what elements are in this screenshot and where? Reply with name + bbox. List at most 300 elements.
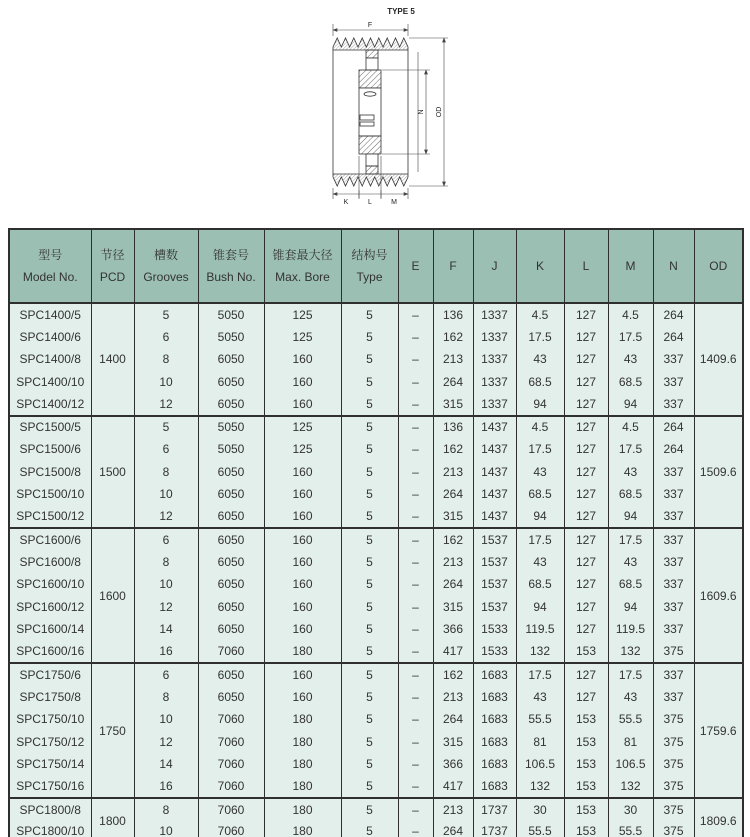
cell-value: 417 bbox=[433, 776, 473, 799]
cell-value: – bbox=[398, 753, 433, 776]
cell-value: 1337 bbox=[473, 393, 516, 416]
cell-value: 337 bbox=[653, 461, 694, 484]
cell-value: 4.5 bbox=[516, 416, 564, 439]
cell-value: 5 bbox=[341, 416, 398, 439]
cell-value: 7060 bbox=[198, 821, 264, 837]
cell-model: SPC1600/14 bbox=[9, 618, 91, 641]
cell-value: 5 bbox=[134, 303, 198, 326]
cell-value: 132 bbox=[608, 776, 653, 799]
cell-value: 5 bbox=[341, 393, 398, 416]
cell-value: 213 bbox=[433, 348, 473, 371]
col-header-bore: 锥套最大径 Max. Bore bbox=[264, 229, 341, 303]
dim-F-label: F bbox=[367, 22, 373, 29]
cell-value: 127 bbox=[564, 551, 608, 574]
cell-value: 127 bbox=[564, 348, 608, 371]
cell-value: – bbox=[398, 686, 433, 709]
cell-value: 106.5 bbox=[516, 753, 564, 776]
cell-model: SPC1800/8 bbox=[9, 798, 91, 821]
cell-value: 12 bbox=[134, 506, 198, 529]
cell-value: 6050 bbox=[198, 573, 264, 596]
cell-value: 1437 bbox=[473, 461, 516, 484]
table-row bbox=[9, 303, 743, 326]
cell-value: 8 bbox=[134, 348, 198, 371]
cell-value: 337 bbox=[653, 506, 694, 529]
cell-value: 1537 bbox=[473, 551, 516, 574]
cell-value: 43 bbox=[516, 551, 564, 574]
cell-value: 94 bbox=[608, 596, 653, 619]
cell-value: 5050 bbox=[198, 416, 264, 439]
cell-value: 375 bbox=[653, 708, 694, 731]
table-row bbox=[9, 528, 743, 551]
cell-value: 5 bbox=[341, 371, 398, 394]
cell-value: – bbox=[398, 348, 433, 371]
cell-value: 160 bbox=[264, 551, 341, 574]
cell-value: 127 bbox=[564, 483, 608, 506]
col-header-bush: 锥套号 Bush No. bbox=[198, 229, 264, 303]
cell-value: 10 bbox=[134, 483, 198, 506]
cell-model: SPC1400/12 bbox=[9, 393, 91, 416]
cell-value: 17.5 bbox=[608, 326, 653, 349]
cell-value: 5050 bbox=[198, 326, 264, 349]
cell-value: 119.5 bbox=[516, 618, 564, 641]
cell-value: 5050 bbox=[198, 303, 264, 326]
cell-value: 160 bbox=[264, 686, 341, 709]
cell-value: 136 bbox=[433, 303, 473, 326]
cell-value: 162 bbox=[433, 528, 473, 551]
cell-value: 337 bbox=[653, 573, 694, 596]
cell-value: 5 bbox=[341, 596, 398, 619]
cell-value: 106.5 bbox=[608, 753, 653, 776]
cell-value: 264 bbox=[433, 483, 473, 506]
cell-value: 7060 bbox=[198, 753, 264, 776]
cell-value: 1533 bbox=[473, 641, 516, 664]
cell-value: 30 bbox=[608, 798, 653, 821]
dim-M-label: M bbox=[391, 199, 397, 206]
cell-value: 337 bbox=[653, 686, 694, 709]
cell-value: 16 bbox=[134, 776, 198, 799]
cell-value: 6050 bbox=[198, 528, 264, 551]
cell-value: 5 bbox=[341, 686, 398, 709]
cell-model: SPC1600/16 bbox=[9, 641, 91, 664]
cell-value: – bbox=[398, 528, 433, 551]
cell-value: – bbox=[398, 776, 433, 799]
cell-model: SPC1600/6 bbox=[9, 528, 91, 551]
cell-value: 127 bbox=[564, 573, 608, 596]
pulley-section-svg bbox=[298, 2, 498, 220]
cell-value: 68.5 bbox=[516, 573, 564, 596]
cell-value: 1683 bbox=[473, 753, 516, 776]
cell-pcd: 1600 bbox=[91, 528, 134, 663]
cell-pcd: 1800 bbox=[91, 798, 134, 837]
cell-value: 153 bbox=[564, 776, 608, 799]
cell-value: 7060 bbox=[198, 776, 264, 799]
cell-value: 10 bbox=[134, 821, 198, 837]
cell-value: 5 bbox=[341, 731, 398, 754]
table-row bbox=[9, 663, 743, 686]
cell-value: 160 bbox=[264, 371, 341, 394]
cell-model: SPC1500/6 bbox=[9, 438, 91, 461]
cell-value: 1537 bbox=[473, 573, 516, 596]
cell-value: 68.5 bbox=[608, 371, 653, 394]
cell-od: 1759.6 bbox=[694, 663, 743, 798]
cell-value: 5 bbox=[341, 303, 398, 326]
cell-model: SPC1400/6 bbox=[9, 326, 91, 349]
cell-value: 127 bbox=[564, 303, 608, 326]
cell-value: 5 bbox=[341, 348, 398, 371]
cell-model: SPC1400/8 bbox=[9, 348, 91, 371]
cell-value: 132 bbox=[608, 641, 653, 664]
cell-value: 160 bbox=[264, 483, 341, 506]
cell-value: 180 bbox=[264, 708, 341, 731]
cell-value: 1683 bbox=[473, 776, 516, 799]
cell-value: 375 bbox=[653, 641, 694, 664]
cell-value: 375 bbox=[653, 731, 694, 754]
cell-pcd: 1750 bbox=[91, 663, 134, 798]
cell-value: 264 bbox=[653, 326, 694, 349]
cell-value: 180 bbox=[264, 821, 341, 837]
cell-pcd: 1500 bbox=[91, 416, 134, 529]
cell-value: 17.5 bbox=[516, 438, 564, 461]
cell-value: 132 bbox=[516, 641, 564, 664]
table-row bbox=[9, 798, 743, 821]
cell-value: 6050 bbox=[198, 371, 264, 394]
cell-value: 127 bbox=[564, 663, 608, 686]
cell-model: SPC1600/8 bbox=[9, 551, 91, 574]
cell-value: 6 bbox=[134, 438, 198, 461]
cell-value: 1337 bbox=[473, 371, 516, 394]
cell-value: 94 bbox=[608, 393, 653, 416]
cell-value: 1737 bbox=[473, 798, 516, 821]
cell-value: 14 bbox=[134, 618, 198, 641]
cell-value: 160 bbox=[264, 461, 341, 484]
cell-value: 315 bbox=[433, 393, 473, 416]
cell-value: 6050 bbox=[198, 461, 264, 484]
col-header-M: M bbox=[608, 229, 653, 303]
cell-model: SPC1600/10 bbox=[9, 573, 91, 596]
cell-value: 417 bbox=[433, 641, 473, 664]
cell-value: 6 bbox=[134, 663, 198, 686]
dim-L-label: L bbox=[368, 199, 372, 206]
cell-value: 6050 bbox=[198, 686, 264, 709]
cell-value: 6050 bbox=[198, 393, 264, 416]
cell-value: 10 bbox=[134, 708, 198, 731]
cell-value: 17.5 bbox=[516, 326, 564, 349]
cell-value: 337 bbox=[653, 618, 694, 641]
table-header bbox=[9, 229, 743, 303]
col-header-N: N bbox=[653, 229, 694, 303]
cell-value: 160 bbox=[264, 596, 341, 619]
cell-value: – bbox=[398, 393, 433, 416]
cell-value: 264 bbox=[653, 416, 694, 439]
cell-value: 94 bbox=[516, 393, 564, 416]
col-header-K: K bbox=[516, 229, 564, 303]
cell-value: 94 bbox=[516, 596, 564, 619]
cell-value: 1437 bbox=[473, 483, 516, 506]
cell-value: 153 bbox=[564, 798, 608, 821]
cell-value: 337 bbox=[653, 663, 694, 686]
cell-od: 1809.6 bbox=[694, 798, 743, 837]
cell-value: 1337 bbox=[473, 326, 516, 349]
cell-value: 5 bbox=[341, 438, 398, 461]
cell-value: 8 bbox=[134, 551, 198, 574]
cell-model: SPC1400/10 bbox=[9, 371, 91, 394]
cell-value: – bbox=[398, 663, 433, 686]
cell-value: 12 bbox=[134, 393, 198, 416]
cell-od: 1609.6 bbox=[694, 528, 743, 663]
cell-model: SPC1800/10 bbox=[9, 821, 91, 837]
cell-model: SPC1750/10 bbox=[9, 708, 91, 731]
cell-value: 8 bbox=[134, 461, 198, 484]
dim-K-label: K bbox=[343, 199, 349, 206]
cell-value: 17.5 bbox=[608, 663, 653, 686]
cell-value: 366 bbox=[433, 753, 473, 776]
cell-value: 127 bbox=[564, 326, 608, 349]
cell-value: 8 bbox=[134, 798, 198, 821]
cell-value: 1337 bbox=[473, 348, 516, 371]
rim-grooves-bottom bbox=[333, 174, 408, 186]
rim-grooves-top bbox=[333, 38, 408, 50]
cell-value: – bbox=[398, 731, 433, 754]
cell-value: – bbox=[398, 798, 433, 821]
cell-value: 1537 bbox=[473, 528, 516, 551]
pulley-section-diagram bbox=[298, 2, 498, 220]
cell-value: 127 bbox=[564, 416, 608, 439]
cell-value: 315 bbox=[433, 506, 473, 529]
cell-value: 5 bbox=[134, 416, 198, 439]
cell-value: 337 bbox=[653, 596, 694, 619]
cell-value: 127 bbox=[564, 371, 608, 394]
cell-value: 1537 bbox=[473, 596, 516, 619]
cell-value: 6050 bbox=[198, 506, 264, 529]
cell-value: 12 bbox=[134, 596, 198, 619]
cell-model: SPC1400/5 bbox=[9, 303, 91, 326]
cell-value: – bbox=[398, 326, 433, 349]
cell-od: 1409.6 bbox=[694, 303, 743, 416]
cell-value: 264 bbox=[433, 821, 473, 837]
cell-value: 10 bbox=[134, 573, 198, 596]
cell-value: 43 bbox=[608, 461, 653, 484]
col-header-model: 型号 Model No. bbox=[9, 229, 91, 303]
cell-value: 127 bbox=[564, 528, 608, 551]
cell-value: 4.5 bbox=[608, 416, 653, 439]
cell-value: 127 bbox=[564, 461, 608, 484]
cell-value: – bbox=[398, 371, 433, 394]
cell-value: 180 bbox=[264, 798, 341, 821]
cell-value: – bbox=[398, 821, 433, 837]
cell-value: 127 bbox=[564, 438, 608, 461]
diagram-title: TYPE 5 bbox=[387, 7, 415, 16]
cell-value: 1683 bbox=[473, 686, 516, 709]
cell-value: 213 bbox=[433, 551, 473, 574]
cell-value: 68.5 bbox=[608, 483, 653, 506]
cell-value: 264 bbox=[653, 303, 694, 326]
cell-value: 43 bbox=[608, 551, 653, 574]
cell-value: 153 bbox=[564, 641, 608, 664]
cell-value: 160 bbox=[264, 663, 341, 686]
cell-value: 94 bbox=[608, 506, 653, 529]
cell-od: 1509.6 bbox=[694, 416, 743, 529]
cell-value: 132 bbox=[516, 776, 564, 799]
cell-value: 264 bbox=[653, 438, 694, 461]
cell-value: 16 bbox=[134, 641, 198, 664]
cell-value: 375 bbox=[653, 753, 694, 776]
cell-value: 4.5 bbox=[516, 303, 564, 326]
col-header-J: J bbox=[473, 229, 516, 303]
cell-model: SPC1500/5 bbox=[9, 416, 91, 439]
cell-value: 125 bbox=[264, 326, 341, 349]
cell-value: 264 bbox=[433, 371, 473, 394]
cell-value: 17.5 bbox=[516, 663, 564, 686]
cell-value: 160 bbox=[264, 618, 341, 641]
cell-value: 17.5 bbox=[608, 528, 653, 551]
cell-value: 264 bbox=[433, 573, 473, 596]
cell-value: 153 bbox=[564, 753, 608, 776]
cell-value: 81 bbox=[516, 731, 564, 754]
col-header-pcd: 节径 PCD bbox=[91, 229, 134, 303]
cell-value: 30 bbox=[516, 798, 564, 821]
cell-model: SPC1750/12 bbox=[9, 731, 91, 754]
cell-value: 160 bbox=[264, 573, 341, 596]
cell-value: 264 bbox=[433, 708, 473, 731]
cell-value: 4.5 bbox=[608, 303, 653, 326]
cell-value: 337 bbox=[653, 483, 694, 506]
cell-model: SPC1500/8 bbox=[9, 461, 91, 484]
cell-value: 12 bbox=[134, 731, 198, 754]
col-header-F: F bbox=[433, 229, 473, 303]
cell-value: 5 bbox=[341, 551, 398, 574]
spec-table bbox=[8, 228, 744, 837]
cell-value: 127 bbox=[564, 686, 608, 709]
cell-value: 213 bbox=[433, 798, 473, 821]
cell-value: 43 bbox=[516, 686, 564, 709]
cell-value: 6050 bbox=[198, 596, 264, 619]
cell-value: 315 bbox=[433, 731, 473, 754]
cell-value: 6050 bbox=[198, 663, 264, 686]
cell-value: 55.5 bbox=[608, 821, 653, 837]
cell-value: 17.5 bbox=[516, 528, 564, 551]
cell-value: 127 bbox=[564, 393, 608, 416]
cell-value: 127 bbox=[564, 596, 608, 619]
cell-value: 366 bbox=[433, 618, 473, 641]
cell-value: 5 bbox=[341, 821, 398, 837]
cell-model: SPC1600/12 bbox=[9, 596, 91, 619]
cell-value: 127 bbox=[564, 506, 608, 529]
cell-value: 213 bbox=[433, 686, 473, 709]
col-header-L: L bbox=[564, 229, 608, 303]
cell-value: 43 bbox=[608, 348, 653, 371]
cell-value: – bbox=[398, 416, 433, 439]
cell-value: 160 bbox=[264, 506, 341, 529]
cell-value: 55.5 bbox=[608, 708, 653, 731]
cell-value: 125 bbox=[264, 303, 341, 326]
cell-value: 125 bbox=[264, 438, 341, 461]
cell-value: 160 bbox=[264, 348, 341, 371]
cell-model: SPC1750/6 bbox=[9, 663, 91, 686]
cell-value: – bbox=[398, 708, 433, 731]
cell-value: 375 bbox=[653, 776, 694, 799]
hub-assembly bbox=[359, 50, 381, 174]
cell-pcd: 1400 bbox=[91, 303, 134, 416]
spec-table-body bbox=[9, 303, 743, 837]
cell-value: 43 bbox=[516, 461, 564, 484]
col-header-grooves: 槽数 Grooves bbox=[134, 229, 198, 303]
dim-N-label: N bbox=[418, 109, 425, 115]
cell-value: 6 bbox=[134, 326, 198, 349]
cell-value: – bbox=[398, 641, 433, 664]
col-header-OD: OD bbox=[694, 229, 743, 303]
cell-value: 153 bbox=[564, 731, 608, 754]
cell-value: 337 bbox=[653, 528, 694, 551]
cell-value: 5 bbox=[341, 798, 398, 821]
cell-value: 180 bbox=[264, 641, 341, 664]
cell-value: – bbox=[398, 483, 433, 506]
cell-value: 315 bbox=[433, 596, 473, 619]
cell-value: 5 bbox=[341, 708, 398, 731]
cell-value: 5 bbox=[341, 573, 398, 596]
cell-value: 162 bbox=[433, 438, 473, 461]
cell-value: 5 bbox=[341, 776, 398, 799]
cell-value: 5 bbox=[341, 753, 398, 776]
col-header-E: E bbox=[398, 229, 433, 303]
cell-value: 337 bbox=[653, 393, 694, 416]
cell-value: 180 bbox=[264, 731, 341, 754]
cell-value: – bbox=[398, 573, 433, 596]
cell-value: 81 bbox=[608, 731, 653, 754]
cell-model: SPC1500/12 bbox=[9, 506, 91, 529]
cell-value: 55.5 bbox=[516, 708, 564, 731]
cell-value: 1683 bbox=[473, 708, 516, 731]
cell-value: 7060 bbox=[198, 708, 264, 731]
cell-value: 1533 bbox=[473, 618, 516, 641]
cell-value: 14 bbox=[134, 753, 198, 776]
cell-value: 5 bbox=[341, 461, 398, 484]
cell-value: 1437 bbox=[473, 438, 516, 461]
cell-value: 5050 bbox=[198, 438, 264, 461]
cell-value: 1437 bbox=[473, 506, 516, 529]
cell-value: – bbox=[398, 438, 433, 461]
cell-value: 7060 bbox=[198, 641, 264, 664]
cell-value: 1337 bbox=[473, 303, 516, 326]
cell-value: 5 bbox=[341, 663, 398, 686]
cell-value: 136 bbox=[433, 416, 473, 439]
cell-value: – bbox=[398, 303, 433, 326]
cell-value: 5 bbox=[341, 528, 398, 551]
cell-value: 7060 bbox=[198, 798, 264, 821]
cell-value: 153 bbox=[564, 708, 608, 731]
cell-value: 337 bbox=[653, 348, 694, 371]
cell-value: – bbox=[398, 596, 433, 619]
cell-value: 337 bbox=[653, 371, 694, 394]
cell-value: 43 bbox=[608, 686, 653, 709]
cell-value: 5 bbox=[341, 326, 398, 349]
cell-model: SPC1750/8 bbox=[9, 686, 91, 709]
cell-value: 55.5 bbox=[516, 821, 564, 837]
cell-value: 119.5 bbox=[608, 618, 653, 641]
cell-value: 162 bbox=[433, 326, 473, 349]
cell-value: 68.5 bbox=[608, 573, 653, 596]
cell-model: SPC1750/16 bbox=[9, 776, 91, 799]
cell-model: SPC1750/14 bbox=[9, 753, 91, 776]
cell-value: – bbox=[398, 551, 433, 574]
cell-value: 6 bbox=[134, 528, 198, 551]
cell-value: 160 bbox=[264, 528, 341, 551]
cell-model: SPC1500/10 bbox=[9, 483, 91, 506]
cell-value: 17.5 bbox=[608, 438, 653, 461]
cell-value: 5 bbox=[341, 618, 398, 641]
cell-value: 160 bbox=[264, 393, 341, 416]
cell-value: 127 bbox=[564, 618, 608, 641]
cell-value: 6050 bbox=[198, 348, 264, 371]
